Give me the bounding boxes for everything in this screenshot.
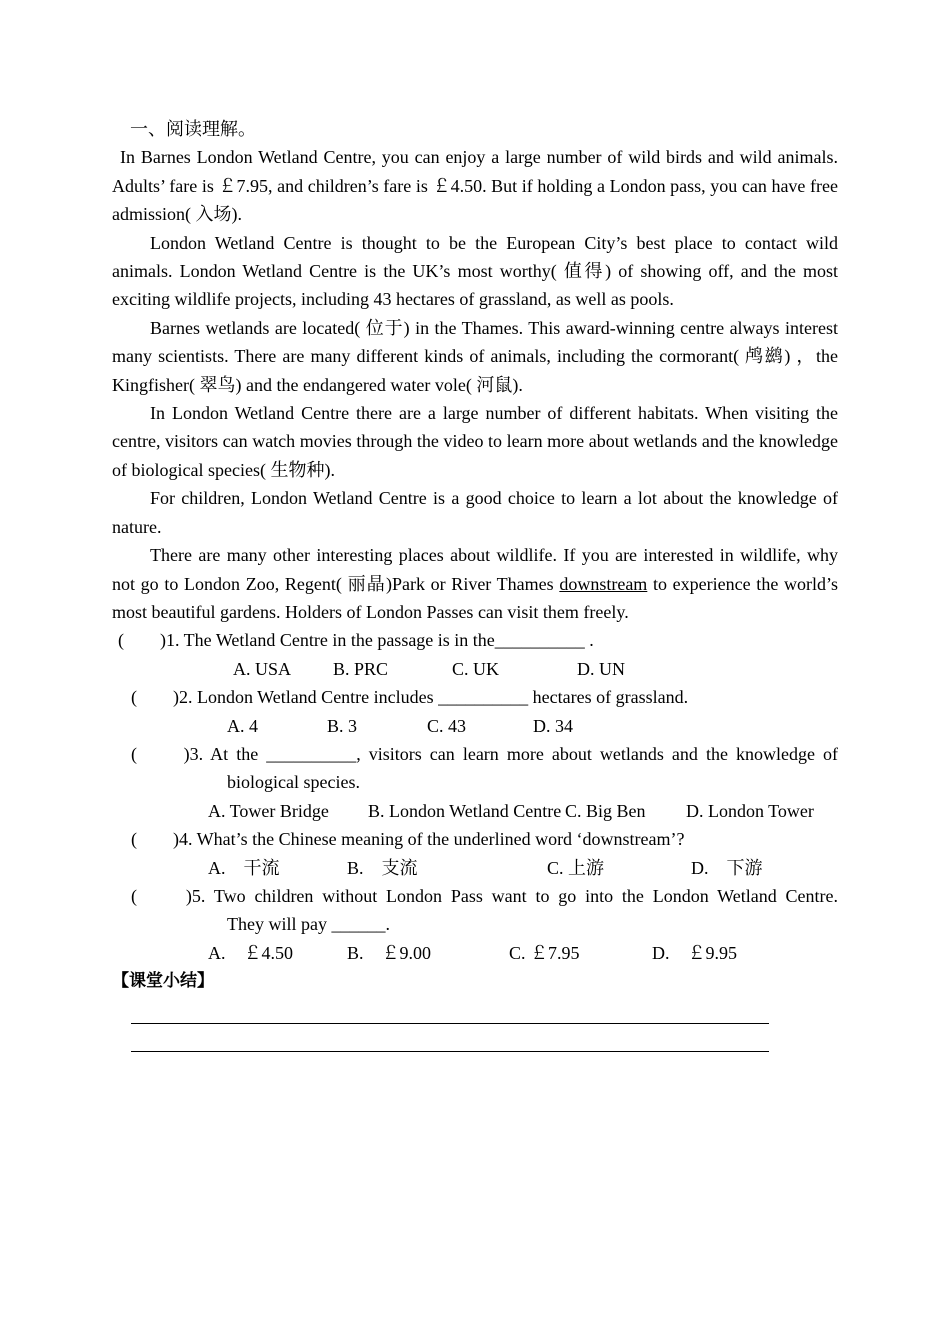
q5-option-c[interactable]: C. ￡7.95 — [509, 942, 580, 963]
q5-option-d[interactable]: D. ￡9.95 — [652, 942, 737, 963]
worksheet-page — [112, 115, 838, 1052]
question-3 — [112, 740, 838, 825]
q4-option-a[interactable]: A. 干流 — [208, 857, 280, 878]
passage-paragraph-6 — [112, 541, 838, 626]
summary-line-1[interactable] — [131, 996, 769, 1024]
q1-option-d[interactable]: D. UN — [577, 658, 625, 679]
question-2 — [112, 683, 838, 740]
question-1-stem: ( )1. The Wetland Centre in the passage is in the__________ . — [118, 630, 594, 651]
q1-option-a[interactable]: A. USA — [233, 658, 292, 679]
question-5-continuation: They will pay ______. — [227, 914, 390, 935]
passage-paragraph-3: Barnes wetlands are located( 位于) in the Thames. This award-winning centre always interest many scientists. There are many different kinds of animals, including the cormorant( 鸬鹚) ，the Kingfisher( 翠鸟) and the endangered water vole( 河鼠). — [112, 317, 838, 395]
paragraph-6-after: to experience the world’s most beautiful gardens. Holders of London Passes can visit them freely. — [112, 573, 838, 622]
passage-paragraph-5: For children, London Wetland Centre is a good choice to learn a lot about the knowledge of nature. — [112, 488, 838, 537]
question-4-options — [131, 854, 838, 882]
q3-option-d[interactable]: D. London Tower — [686, 800, 814, 821]
question-4-stem: ( )4. What’s the Chinese meaning of the underlined word ‘downstream’? — [131, 829, 685, 850]
underlined-word-downstream: downstream — [559, 573, 648, 594]
paragraph-6-before: There are many other interesting places about wildlife. If you are interested in wildlife, why not go to London Zoo, Regent( 丽晶)Park or River Thames — [112, 545, 838, 594]
question-3-continuation: biological species. — [227, 772, 360, 793]
q3-option-a[interactable]: A. Tower Bridge — [208, 800, 329, 821]
passage-paragraph-2: London Wetland Centre is thought to be the European City’s best place to contact wild animals. London Wetland Centre is the UK’s most worthy( 值得) of showing off, and the most exciting wildlife projects, including 43 hectares of grassland, as well as pools. — [112, 232, 838, 310]
q2-option-b[interactable]: B. 3 — [327, 715, 358, 736]
q5-option-b[interactable]: B. ￡9.00 — [347, 942, 432, 963]
passage-paragraph-1: In Barnes London Wetland Centre, you can enjoy a large number of wild birds and wild animals. Adults’ fare is ￡7.95, and children’s fare is ￡4.50. But if holding a London pass, you can have free admission( 入场). — [112, 147, 838, 225]
question-4 — [112, 825, 838, 882]
q3-option-b[interactable]: B. London Wetland Centre — [368, 800, 562, 821]
passage-paragraph-4: In London Wetland Centre there are a large number of different habitats. When visiting the centre, visitors can watch movies through the video to learn more about wetlands and the knowledge of biological species( 生物种). — [112, 403, 838, 480]
q3-option-c[interactable]: C. Big Ben — [565, 800, 646, 821]
q1-option-b[interactable]: B. PRC — [333, 658, 389, 679]
question-3-stem: ( )3. At the __________, visitors can learn more about wetlands and the knowledge of — [131, 743, 838, 764]
q4-option-d[interactable]: D. 下游 — [691, 857, 763, 878]
question-2-options — [131, 712, 838, 740]
summary-line-2[interactable] — [131, 1024, 769, 1052]
q4-option-c[interactable]: C. 上游 — [547, 857, 605, 878]
q2-option-c[interactable]: C. 43 — [427, 715, 467, 736]
question-5-stem: ( )5. Two children without London Pass want to go into the London Wetland Centre. — [131, 885, 838, 906]
q1-option-c[interactable]: C. UK — [452, 658, 500, 679]
q5-option-a[interactable]: A. ￡4.50 — [208, 942, 293, 963]
q2-option-a[interactable]: A. 4 — [227, 715, 258, 736]
question-5 — [112, 882, 838, 967]
q4-option-b[interactable]: B. 支流 — [347, 857, 418, 878]
section-title: 一、阅读理解。 — [130, 119, 256, 139]
question-2-stem: ( )2. London Wetland Centre includes __________ hectares of grassland. — [131, 687, 689, 708]
question-3-options — [131, 797, 838, 825]
question-1 — [112, 626, 838, 683]
question-1-options — [118, 655, 838, 683]
question-5-options — [131, 939, 838, 967]
summary-title: 【课堂小结】 — [112, 971, 214, 992]
q2-option-d[interactable]: D. 34 — [533, 715, 573, 736]
